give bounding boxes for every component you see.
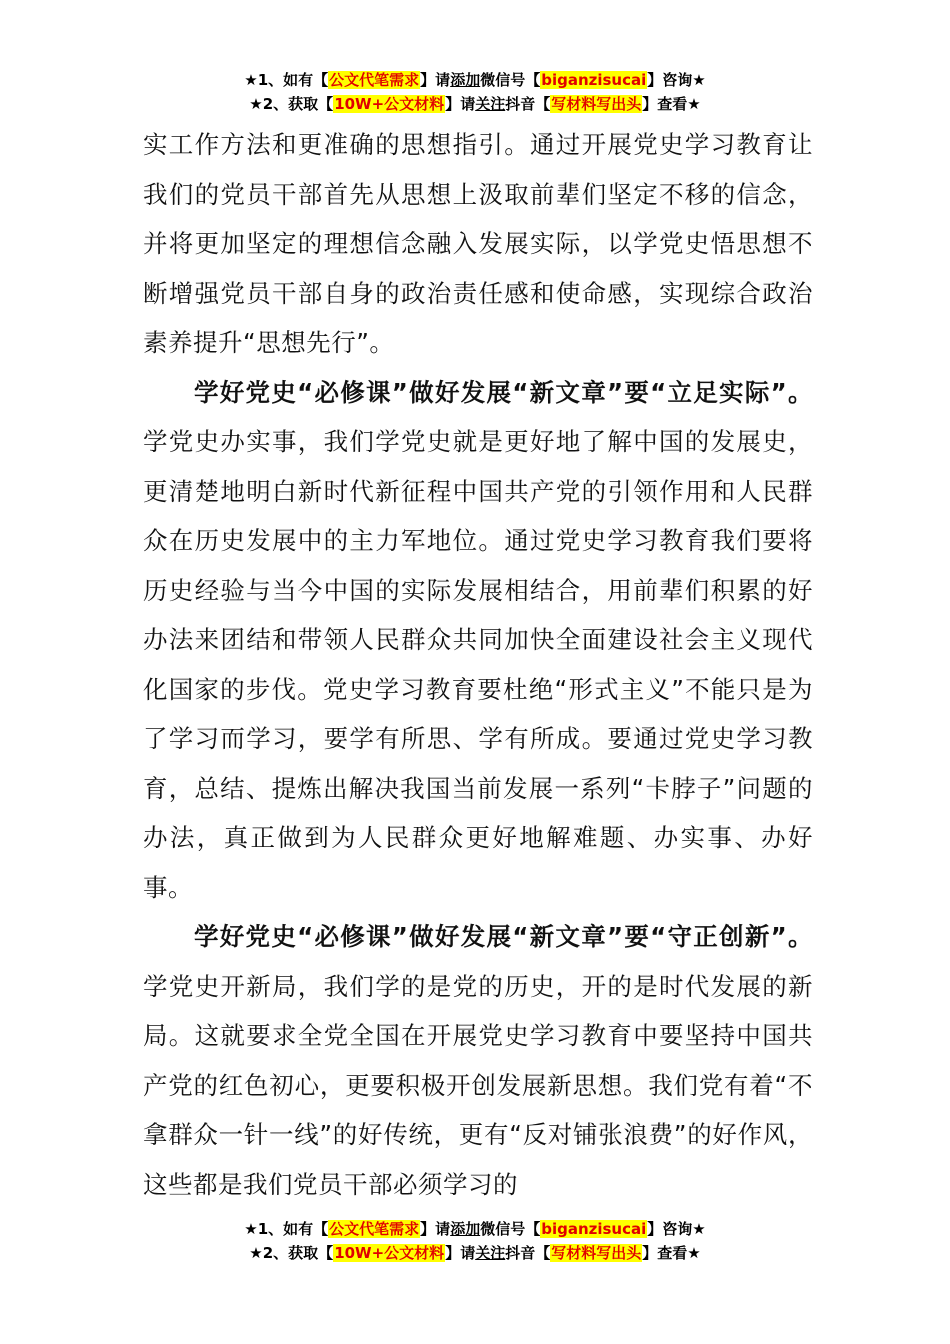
banner-line-2: ★2、获取【10W+公文材料】请关注抖音【写材料写出头】查看★ [249,95,701,113]
highlight-materials: 10W+公文材料 [334,1244,445,1262]
banner-line-1: ★1、如有【公文代笔需求】请添加微信号【biganzisucai】咨询★ [244,71,706,89]
banner-line-1: ★1、如有【公文代笔需求】请添加微信号【biganzisucai】咨询★ [244,1220,706,1238]
highlight-service: 公文代笔需求 [329,71,420,89]
paragraph-heading: 学好党史“必修课”做好发展“新文章”要“立足实际”。 [194,377,813,407]
paragraph-1 [143,120,813,368]
paragraph-3 [143,912,813,1209]
highlight-douyin: 写材料写出头 [551,95,642,113]
highlight-service: 公文代笔需求 [329,1220,420,1238]
paragraph-heading: 学好党史“必修课”做好发展“新文章”要“守正创新”。 [194,922,813,951]
highlight-wechat-id: biganzisucai [541,71,647,89]
paragraph-text: 学党史开新局，我们学的是党的历史，开的是时代发展的新局。这就要求全党全国在开展党史学习教育中要坚持中国共产党的红色初心，更要积极开创发展新思想。我们党有着“不拿群众一针一线”的好传统，更有“反对铺张浪费”的好作风，这些都是我们党员干部必须学习的 [143,971,813,1199]
document-body [143,120,813,1209]
paragraph-text: 学党史办实事，我们学党史就是更好地了解中国的发展史，更清楚地明白新时代新征程中国共产党的引领作用和人民群众在历史发展中的主力军地位。通过党史学习教育我们要将历史经验与当今中国的实际发展相结合，用前辈们积累的好办法来团结和带领人民群众共同加快全面建设社会主义现代化国家的步伐。党史学习教育要杜绝“形式主义”不能只是为了学习而学习，要学有所思、学有所成。要通过党史学习教育，总结、提炼出解决我国当前发展一系列“卡脖子”问题的办法，真正做到为人民群众更好地解难题、办实事、办好事。 [143,427,813,902]
header-banner [0,68,950,116]
highlight-wechat-id: biganzisucai [541,1220,647,1238]
highlight-douyin: 写材料写出头 [551,1244,642,1262]
footer-banner [0,1217,950,1265]
highlight-materials: 10W+公文材料 [334,95,445,113]
paragraph-text: 实工作方法和更准确的思想指引。通过开展党史学习教育让我们的党员干部首先从思想上汲取前辈们坚定不移的信念，并将更加坚定的理想信念融入发展实际，以学党史悟思想不断增强党员干部自身的政治责任感和使命感，实现综合政治素养提升“思想先行”。 [143,130,813,357]
paragraph-2 [143,368,813,913]
banner-line-2: ★2、获取【10W+公文材料】请关注抖音【写材料写出头】查看★ [249,1244,701,1262]
